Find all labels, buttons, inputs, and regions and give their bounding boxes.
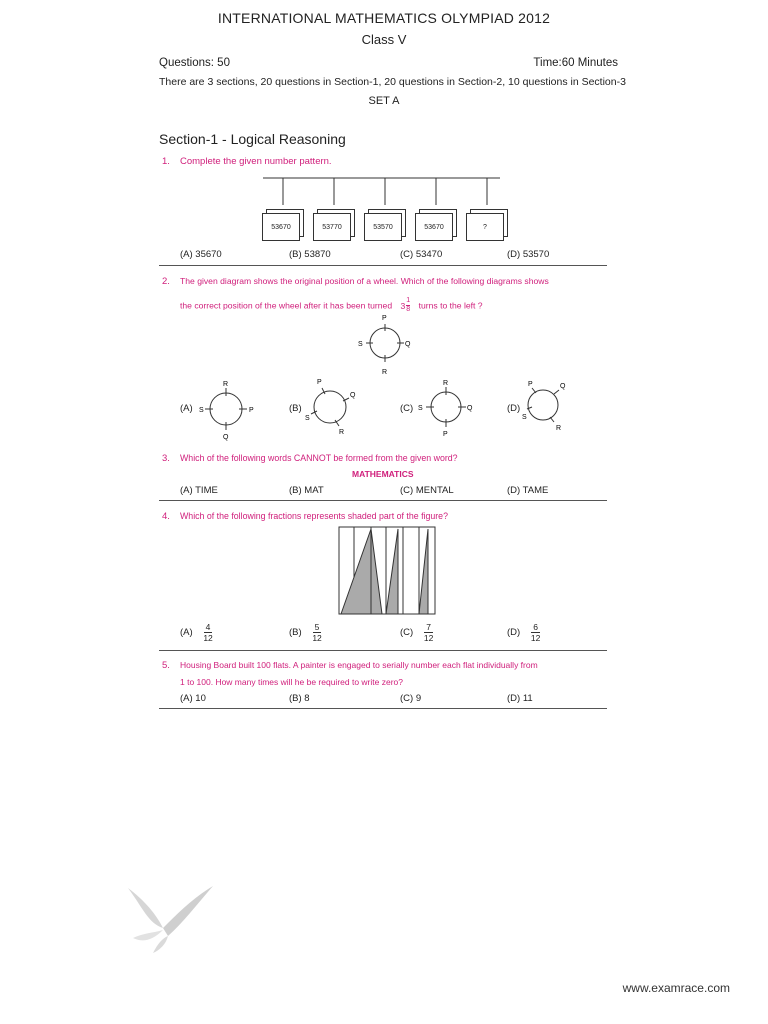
wheel-right-label: Q — [405, 341, 411, 348]
mixed-denominator: 8 — [406, 306, 411, 313]
q4-shaded-figure — [338, 526, 436, 616]
a-right: P — [249, 407, 254, 414]
wheel-left-label: S — [358, 341, 363, 348]
q2-option-c-label: (C) — [400, 403, 414, 414]
b-left: S — [305, 415, 310, 422]
divider — [159, 265, 607, 266]
q1-option-d: (D) 53570 — [507, 249, 550, 260]
sections-note: There are 3 sections, 20 questions in Section-1, 20 questions in Section-2, 10 questions in Section-3 — [159, 76, 626, 88]
q1-option-b: (B) 53870 — [289, 249, 331, 260]
q4-option-d — [507, 622, 540, 643]
footer-url: www.examrace.com — [622, 981, 730, 995]
q3-option-d: (D) TAME — [507, 485, 549, 496]
top-right-url — [545, 0, 608, 1]
b-top: P — [317, 379, 322, 386]
page-title: INTERNATIONAL MATHEMATICS OLYMPIAD 2012 — [217, 10, 551, 26]
q5-option-b: (B) 8 — [289, 693, 310, 704]
time-limit: Time:60 Minutes — [533, 57, 618, 69]
q4-option-c-label: (C) — [400, 627, 414, 639]
questions-count: Questions: 50 — [159, 57, 230, 69]
q1-box-5: ? — [466, 213, 504, 241]
q5-text-line1: Housing Board built 100 flats. A painter is engaged to serially number each flat individually from — [180, 660, 538, 670]
q1-option-a: (A) 35670 — [180, 249, 222, 260]
c-bottom: P — [443, 431, 448, 438]
q5-option-c: (C) 9 — [400, 693, 422, 704]
c-top: R — [443, 380, 449, 387]
q3-text: Which of the following words CANNOT be formed from the given word? — [180, 453, 458, 463]
b-right: Q — [350, 392, 356, 399]
section-title: Section-1 - Logical Reasoning — [159, 131, 346, 147]
q1-box-1: 53670 — [262, 213, 300, 241]
q1-option-c: (C) 53470 — [400, 249, 443, 260]
d-top: P — [528, 381, 533, 388]
q2-option-c-wheel — [414, 375, 476, 441]
bird-logo-icon — [118, 878, 218, 958]
q4-option-b — [289, 622, 322, 643]
q2-text-line2 — [180, 297, 483, 314]
q2-option-a-wheel — [196, 378, 266, 444]
q4-text: Which of the following fractions represents shaded part of the figure? — [180, 511, 448, 521]
set-label: SET A — [368, 95, 400, 107]
a-left: S — [199, 407, 204, 414]
q1-box-3: 53570 — [364, 213, 402, 241]
d-right: Q — [560, 383, 566, 390]
q1-box-4: 53670 — [415, 213, 453, 241]
q2-option-b-wheel — [302, 374, 362, 440]
q5-option-a: (A) 10 — [180, 693, 206, 704]
wheel-bottom-label: R — [382, 369, 388, 376]
b-bottom: R — [339, 429, 345, 436]
q2-original-wheel — [355, 310, 415, 378]
q4-option-d-label: (D) — [507, 627, 521, 639]
divider — [159, 708, 607, 709]
q4-option-c — [400, 622, 433, 643]
numerator: 7 — [426, 622, 431, 632]
q3-option-b: (B) MAT — [289, 485, 324, 496]
d-bottom: R — [556, 425, 562, 432]
q1-box-2: 53770 — [313, 213, 351, 241]
q5-option-d: (D) 11 — [507, 693, 533, 704]
d-left: S — [522, 414, 527, 421]
q1-number: 1. — [162, 156, 170, 167]
q2-option-b-label: (B) — [289, 403, 302, 414]
c-right: Q — [467, 405, 473, 412]
denominator: 12 — [203, 633, 213, 643]
c-left: S — [418, 405, 423, 412]
q2-option-a-label: (A) — [180, 403, 193, 414]
q1-pattern-lines — [255, 175, 515, 215]
wheel-top-label: P — [382, 315, 387, 322]
numerator: 5 — [314, 622, 320, 632]
denominator: 12 — [423, 633, 434, 643]
q5-number: 5. — [162, 660, 170, 671]
q2-option-d-wheel — [522, 375, 580, 435]
q2-option-d-label: (D) — [507, 403, 521, 414]
q2-text-line1: The given diagram shows the original position of a wheel. Which of the following diagrams shows — [180, 276, 549, 286]
q4-option-b-label: (B) — [289, 627, 302, 639]
a-bottom: Q — [223, 434, 229, 441]
q4-option-a-label: (A) — [180, 627, 193, 639]
class-label: Class V — [361, 32, 407, 47]
q5-text-line2: 1 to 100. How many times will he be required to write zero? — [180, 677, 403, 687]
q2-text-line2-a: the correct position of the wheel after it has been turned — [180, 300, 393, 311]
fraction — [203, 622, 212, 643]
mixed-whole: 3 — [400, 300, 406, 311]
q3-option-c: (C) MENTAL — [400, 485, 454, 496]
a-top: R — [223, 381, 229, 388]
fraction — [531, 622, 540, 643]
fraction — [424, 622, 433, 643]
q3-number: 3. — [162, 453, 170, 464]
fraction — [312, 622, 321, 643]
numerator: 4 — [205, 622, 211, 632]
divider — [159, 650, 607, 651]
numerator: 6 — [533, 622, 538, 632]
q2-number: 2. — [162, 276, 170, 287]
q3-word: MATHEMATICS — [352, 469, 414, 479]
q4-option-a — [180, 622, 213, 643]
divider — [159, 500, 607, 501]
denominator: 12 — [312, 633, 322, 643]
denominator: 12 — [530, 633, 541, 643]
q3-option-a: (A) TIME — [180, 485, 218, 496]
q4-number: 4. — [162, 511, 170, 522]
q1-text: Complete the given number pattern. — [180, 156, 332, 167]
mixed-numerator: 1 — [406, 297, 411, 304]
q2-text-line2-b: turns to the left ? — [418, 300, 483, 311]
